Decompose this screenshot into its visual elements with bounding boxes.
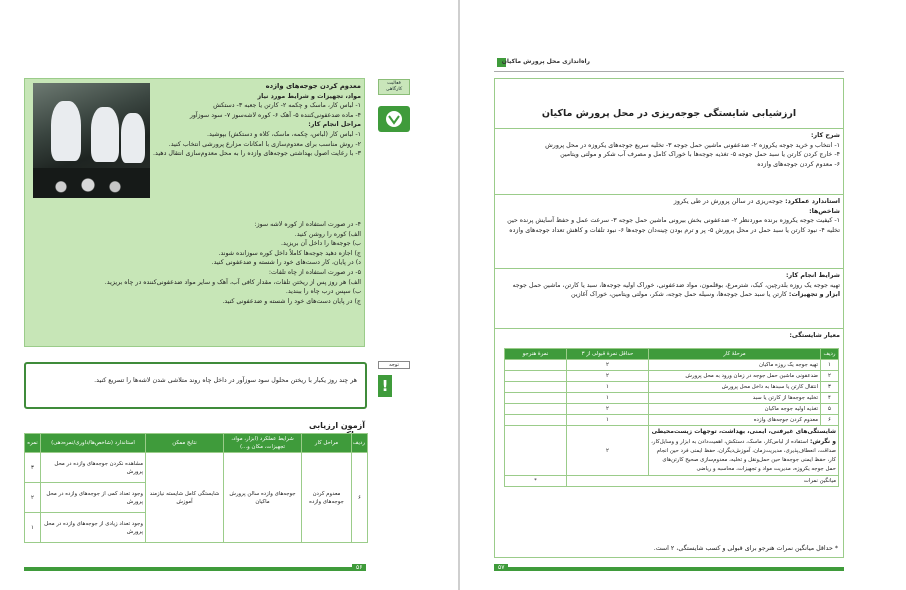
section-title: معدوم کردن جوجه‌های وازده [265, 82, 361, 90]
materials-line-1: ۱- لباس کار، ماسک و چکمه ۲- کارتن یا جعبه ۳- دستکش [213, 102, 361, 110]
general-competency [649, 426, 839, 476]
average-mark: * [505, 476, 567, 487]
step-5b: ب) سپس درب چاه را ببندید. [285, 288, 361, 296]
row-min: ۲ [567, 404, 649, 415]
row-num: ۴ [821, 393, 839, 404]
step-5: ۵- در صورت استفاده از چاه تلفات: [268, 268, 361, 276]
header-conditions: شرایط عملکرد (ابزار، مواد، تجهیزات، مکان و...) [224, 434, 302, 453]
table-row [505, 371, 839, 382]
row-min: ۱ [567, 415, 649, 426]
table-row [505, 382, 839, 393]
table-row [505, 415, 839, 426]
general-student-score [505, 426, 567, 476]
header-step: مراحل کار [302, 434, 352, 453]
footer-rule-left [24, 567, 352, 571]
step-3: ۳- با رعایت اصول بهداشتی جوجه‌های وازده را به محل معدوم‌سازی انتقال دهید. [153, 150, 361, 158]
table-row [505, 360, 839, 371]
table-header-row [25, 434, 368, 453]
desc-line-3: ۶- معدوم کردن جوجه‌های وازده [757, 160, 840, 168]
standard-score: ۱ [25, 513, 41, 543]
row-student-score [505, 371, 567, 382]
row-min: ۲ [567, 360, 649, 371]
row-step: ضدعفونی ماشین حمل جوجه در زمان ورود به محل پرورش [649, 371, 821, 382]
header-row-num: ردیف [821, 349, 839, 360]
assessment-table [24, 433, 368, 543]
materials-line-2: ۴- ماده ضدعفونی‌کننده ۵- آهک ۶- کوره لاشه‌سوز ۷- سود سوزآور [189, 111, 361, 119]
step-4c: ج) اجازه دهید جوجه‌ها کاملاً داخل کوره سوزانده شوند. [218, 249, 361, 257]
step-4: ۴- در صورت استفاده از کوره لاشه سوز: [254, 221, 361, 228]
row-step: تهیه جوجه یک روزه ماکیان [649, 360, 821, 371]
row-student-score [505, 415, 567, 426]
tools-text: کارتن یا سبد حمل جوجه‌ها، وسیله حمل جوجه، شکر، مولتی ویتامین، خوراک آغازین [571, 291, 787, 299]
desc-title: شرح کار: [810, 132, 840, 139]
job-description [494, 128, 844, 171]
activity-text [150, 82, 361, 159]
desc-line-1: ۱- انتخاب و خرید جوجه یکروزه ۲- ضدعفونی ماشین حمل جوجه ۳- تخلیه سریع جوجه‌های یکروزه در محل پرورش [545, 141, 840, 149]
table-row-general [505, 426, 839, 476]
workshop-icon [378, 106, 410, 132]
table-header-row [505, 349, 839, 360]
table-row [25, 453, 368, 483]
row-num: ۳ [821, 382, 839, 393]
standard-text: وجود تعداد زیادی از جوجه‌های وازده در محل پرورش [41, 513, 146, 543]
table-row [505, 393, 839, 404]
row-min: ۱ [567, 382, 649, 393]
conditions-text: تهیه جوجه یک روزه بلدرچین، کبک، شترمرغ، بوقلمون، مواد ضدعفونی، خوراک اولیه جوجه‌ها، سبد یا کارتن، ماشین حمل جوجه [512, 281, 840, 289]
activity-text-continued [30, 220, 361, 306]
average-label: میانگین نمرات [567, 476, 839, 487]
row-step: تخلیه جوجه‌ها از کارتن یا سبد [649, 393, 821, 404]
tools-title: ابزار و تجهیزات: [788, 291, 840, 299]
work-conditions [494, 268, 844, 302]
criteria-title: معیار شایستگی: [789, 332, 840, 339]
standard-text: وجود تعداد کمی از جوجه‌های وازده در محل پرورش [41, 483, 146, 513]
row-step: معدوم کردن جوجه‌های وازده [649, 415, 821, 426]
row-num: ۲ [821, 371, 839, 382]
row-student-score [505, 393, 567, 404]
general-text: استفاده از لباس‌کار، ماسک، دستکش، اهمیت‌دادن به ابزار و وسایل‌کار، صداقت، انعطاف‌پذیری، مدیریت‌زمان، آموزش‌دیگران، حفظ ایمنی فرد حین انجام کار، حفظ ایمنی جوجه‌ها حین حمل‌ونقل و تخلیه، معدوم‌سازی صحیح کارتن‌های حمل جوجه یکروزه، مدیریت مواد و تجهیزات، محاسبه و ریاضی [651, 439, 836, 472]
page-title: ارزشیابی شایستگی جوجه‌ریزی در محل پرورش ماکیان [541, 108, 797, 119]
row-student-score [505, 360, 567, 371]
row-results: شایستگی کامل شایسته نیازمند آموزش [146, 453, 224, 543]
desc-line-2: ۴- خارج کردن کارتن یا سبد حمل جوجه ۵- تغذیه جوجه‌ها با خوراک کامل و مصرف آب شکر و مولتی ویتامین [560, 151, 840, 159]
standard-title: استاندارد عملکرد: [785, 198, 840, 205]
general-min: ۲ [567, 426, 649, 476]
row-step: انتقال کارتن یا سبدها به داخل محل پرورش [649, 382, 821, 393]
step-5a: الف) هر روز پس از ریختن تلفات، مقدار کافی آب، آهک و سایر مواد ضدعفونی‌کننده در چاه بریزید. [104, 278, 361, 286]
row-conditions: جوجه‌های وازده سالن پرورش ماکیان [224, 453, 302, 543]
steps-title: مراحل انجام کار: [308, 121, 361, 129]
conditions-title: شرایط انجام کار: [786, 272, 840, 279]
note-box [24, 362, 367, 409]
indicators-title: شاخص‌ها: [809, 207, 840, 215]
page-number-right: ۵۷ [494, 564, 508, 571]
step-4b: ب) جوجه‌ها را داخل آن بریزید. [281, 240, 361, 248]
row-num: ۵ [821, 404, 839, 415]
table-row-average [505, 476, 839, 487]
materials-title: مواد، تجهیزات و شرایط مورد نیاز [257, 92, 361, 100]
footer-rule-right [508, 567, 844, 571]
row-min: ۲ [567, 371, 649, 382]
row-min: ۱ [567, 393, 649, 404]
header-min-score: حداقل نمرهٔ قبولی از ۳ [567, 349, 649, 360]
header-score: نمره [25, 434, 41, 453]
row-number: ۶ [352, 453, 368, 543]
standard-score: ۲ [25, 483, 41, 513]
step-4d: د) در پایان، کار دست‌های خود را شسته و ضدعفونی کنید. [211, 259, 361, 267]
activity-photo [33, 83, 150, 198]
criteria-section [494, 328, 844, 343]
indicators-text: ۱- کیفیت جوجه یکروزه برنده موردنظر ۲- ضدعفونی بخش بیرونی ماشین حمل جوجه ۳- سرعت عمل و حفظ آسایش پرنده حین تخلیه ۴- نبود کارتن یا سبد حمل در محل پرورش ۵- پر و ترم بودن چینه‌دان جوجه‌ها ۶- نبود تلفات و کاهش تعداد جوجه‌های وازده [507, 217, 840, 234]
header-step: مرحلهٔ کار [649, 349, 821, 360]
standard-score: ۳ [25, 453, 41, 483]
header-student-score: نمرهٔ هنرجو [505, 349, 567, 360]
step-4a: الف) کوره را روشن کنید. [294, 230, 361, 238]
step-5c: ج) در پایان دست‌های خود را شسته و ضدعفونی کنید. [222, 297, 361, 305]
row-student-score [505, 404, 567, 415]
footnote: * حداقل میانگین نمرات هنرجو برای قبولی و کسب شایستگی، ۲ است. [653, 545, 838, 552]
row-num: ۱ [821, 360, 839, 371]
note-text: هر چند روز یکبار با ریختن محلول سود سوزآور در داخل چاه روند متلاشی شدن لاشه‌ها را تسریع کنید. [94, 377, 357, 384]
general-title: شایستگی‌های غیرفنی، ایمنی، بهداشت، توجهات زیست‌محیطی و نگرش: [651, 428, 836, 445]
table-row [505, 404, 839, 415]
page-number-left: ۵۶ [352, 564, 366, 571]
row-num: ۶ [821, 415, 839, 426]
header-rule [494, 71, 844, 72]
step-2: ۲- روش مناسب برای معدوم‌سازی با امکانات مزارع پرورشی انتخاب کنید. [168, 140, 361, 148]
note-tag: توجه [378, 361, 410, 369]
header-row-num: ردیف [352, 434, 368, 453]
row-step: معدوم کردن جوجه‌های وازده [302, 453, 352, 543]
row-student-score [505, 382, 567, 393]
running-header: راه‌اندازی محل پرورش ماکیان [501, 58, 590, 65]
attention-icon: ! [378, 375, 392, 397]
criteria-table [504, 348, 839, 487]
performance-standard [494, 194, 844, 237]
step-1: ۱- لباس کار (لباس، چکمه، ماسک، کلاه و دستکش) بپوشید. [206, 130, 361, 138]
activity-tag: فعالیت کارگاهی [378, 79, 410, 95]
standard-text: مشاهده نکردن جوجه‌های وازده در محل پرورش [41, 453, 146, 483]
standard-text: جوجه‌ریزی در سالن پرورش در طی یکروز [673, 198, 784, 205]
header-results: نتایج ممکن [146, 434, 224, 453]
header-standards: استاندارد (شاخص‌ها/داوری/نمره‌دهی) [41, 434, 146, 453]
row-step: تغذیه اولیه جوجه ماکیان [649, 404, 821, 415]
assessment-title: آزمون ارزیابی [309, 421, 365, 430]
